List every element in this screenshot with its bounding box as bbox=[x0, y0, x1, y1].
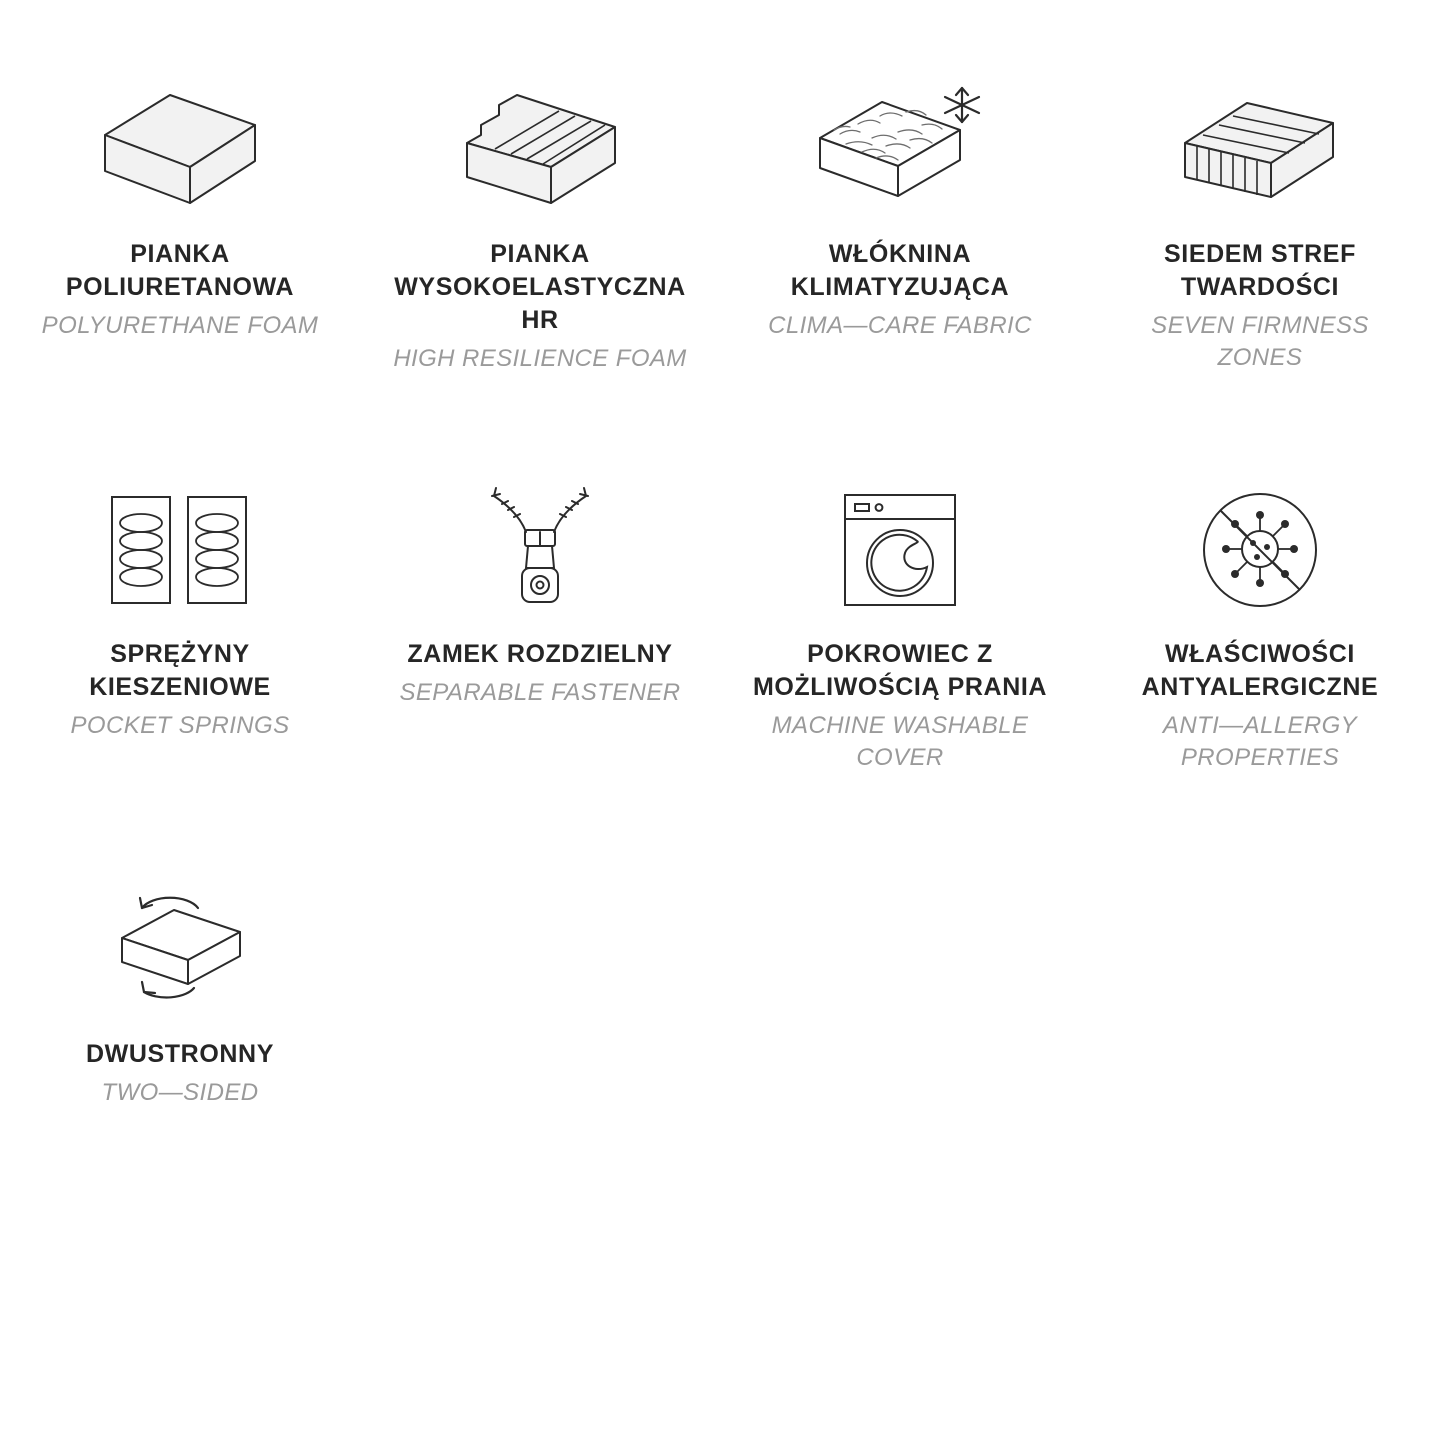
zipper-icon bbox=[440, 470, 640, 630]
feature-label-pl: WŁÓKNINA KLIMATYZUJĄCA bbox=[790, 240, 1010, 301]
feature-label-pl: SPRĘŻYNY KIESZENIOWE bbox=[89, 640, 271, 701]
feature-item-high-resilience-foam bbox=[360, 70, 720, 470]
feature-label-en: POCKET SPRINGS bbox=[70, 712, 290, 739]
feature-item-seven-firmness-zones bbox=[1080, 70, 1440, 470]
feature-item-clima-care-fabric bbox=[720, 70, 1080, 470]
feature-label-pl: ZAMEK ROZDZIELNY bbox=[407, 640, 673, 668]
feature-label-en: POLYURETHANE FOAM bbox=[41, 312, 319, 339]
climate-fabric-snowflake-icon bbox=[800, 70, 1000, 230]
feature-label-pl: PIANKA WYSOKOELASTYCZNA HR bbox=[394, 240, 686, 334]
feature-label-pl: DWUSTRONNY bbox=[86, 1040, 274, 1068]
feature-item-pocket-springs bbox=[0, 470, 360, 870]
seven-zones-block-icon bbox=[1160, 70, 1360, 230]
feature-label-en: MACHINE WASHABLE COVER bbox=[771, 712, 1029, 772]
feature-label-pl: SIEDEM STREF TWARDOŚCI bbox=[1164, 240, 1356, 301]
foam-block-icon bbox=[80, 70, 280, 230]
feature-item-separable-fastener bbox=[360, 470, 720, 870]
feature-item-polyurethane-foam bbox=[0, 70, 360, 470]
feature-label-pl: POKROWIEC Z MOŻLIWOŚCIĄ PRANIA bbox=[752, 640, 1048, 701]
two-sided-rotate-icon bbox=[80, 870, 280, 1030]
feature-label-en: CLIMA—CARE FABRIC bbox=[768, 312, 1032, 339]
feature-label-en: SEPARABLE FASTENER bbox=[399, 679, 681, 706]
feature-label-en: SEVEN FIRMNESS ZONES bbox=[1151, 312, 1369, 372]
feature-item-anti-allergy bbox=[1080, 470, 1440, 870]
feature-item-machine-washable-cover bbox=[720, 470, 1080, 870]
wavy-foam-block-icon bbox=[440, 70, 640, 230]
feature-item-two-sided bbox=[0, 870, 360, 1270]
feature-label-pl: PIANKA POLIURETANOWA bbox=[65, 240, 295, 301]
feature-label-en: HIGH RESILIENCE FOAM bbox=[393, 345, 687, 372]
washing-machine-icon bbox=[800, 470, 1000, 630]
feature-label-pl: WŁAŚCIWOŚCI ANTYALERGICZNE bbox=[1141, 640, 1379, 701]
feature-label-en: ANTI—ALLERGY PROPERTIES bbox=[1162, 712, 1358, 772]
pocket-springs-icon bbox=[80, 470, 280, 630]
anti-allergy-icon bbox=[1160, 470, 1360, 630]
feature-label-en: TWO—SIDED bbox=[101, 1079, 259, 1106]
